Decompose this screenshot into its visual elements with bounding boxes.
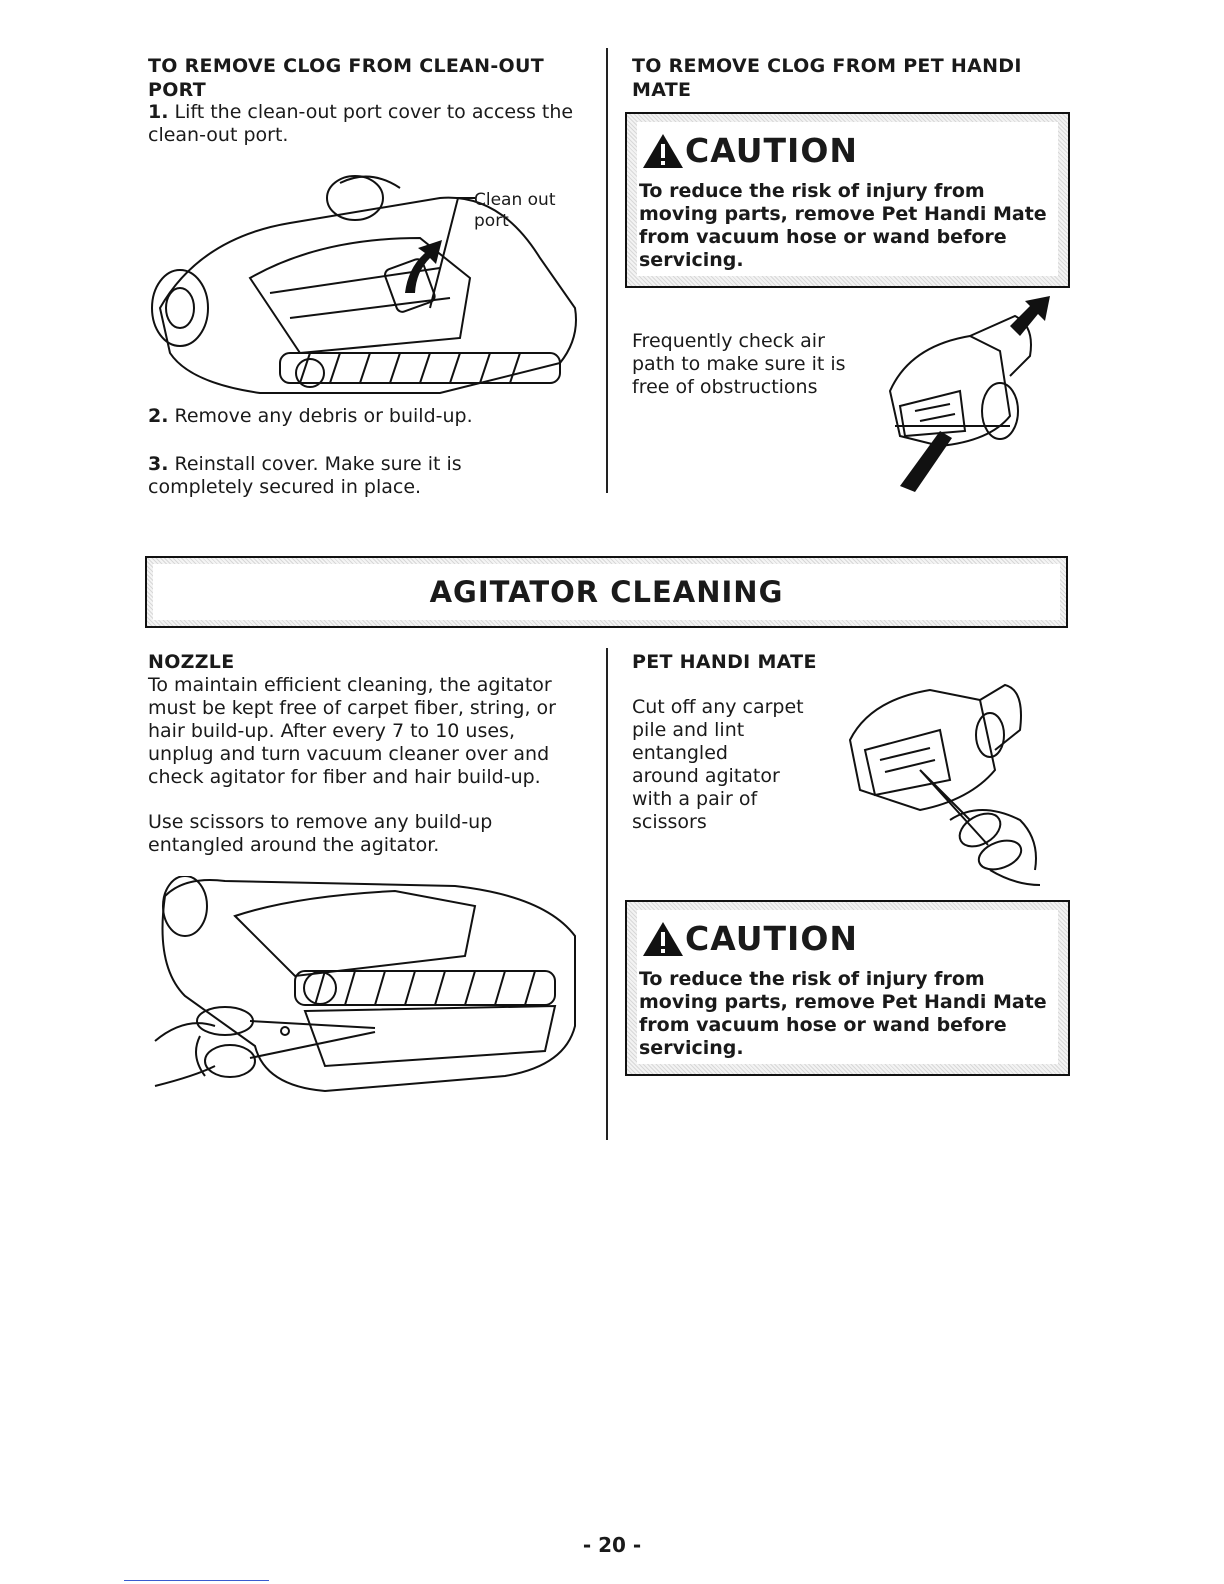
step-2: 2. Remove any debris or build-up.	[148, 405, 473, 427]
pet-handi-mate-air-path-illustration	[870, 296, 1060, 492]
warning-triangle-icon	[641, 132, 685, 170]
agitator-cleaning-title: AGITATOR CLEANING	[153, 564, 1060, 620]
footer-rule	[124, 1580, 269, 1581]
air-path-check-text: Frequently check air path to make sure it is free of obstructions	[632, 330, 846, 398]
step-3: 3. Reinstall cover. Make sure it is completely secured in place.	[148, 453, 462, 498]
caution-box-bottom	[625, 900, 1070, 1076]
agitator-cleaning-banner	[145, 556, 1068, 628]
nozzle-heading: NOZZLE	[148, 651, 235, 673]
caution-title: CAUTION	[685, 919, 858, 958]
step-1: 1. Lift the clean-out port cover to access the clean-out port.	[148, 101, 574, 146]
caution-header	[641, 132, 858, 170]
nozzle-agitator-scissors-illustration	[145, 876, 585, 1098]
pet-handi-mate-instructions: Cut off any carpet pile and lint entangled around agitator with a pair of scissors	[632, 696, 804, 833]
clean-out-port-callout: Clean out port	[474, 190, 556, 231]
clean-out-port-heading: TO REMOVE CLOG FROM CLEAN-OUT PORT	[148, 55, 544, 101]
pet-handi-mate-heading: PET HANDI MATE	[632, 651, 817, 673]
caution-text: To reduce the risk of injury from moving parts, remove Pet Handi Mate from vacuum hose or wand before servicing.	[639, 968, 1047, 1059]
caution-header	[641, 920, 858, 958]
warning-triangle-icon	[641, 920, 685, 958]
column-divider-top	[606, 48, 608, 493]
caution-text: To reduce the risk of injury from moving parts, remove Pet Handi Mate from vacuum hose or wand before servicing.	[639, 180, 1047, 271]
pet-handi-mate-scissors-illustration	[840, 660, 1050, 890]
pet-handi-mate-clog-heading: TO REMOVE CLOG FROM PET HANDI MATE	[632, 55, 1022, 101]
column-divider-bottom	[606, 648, 608, 1140]
caution-box-top	[625, 112, 1070, 288]
nozzle-paragraph-1: To maintain efficient cleaning, the agitator must be kept free of carpet fiber, string, or hair build-up. After every 7 to 10 uses, unplug and turn vacuum cleaner over and check agitator for fiber and hair build-up.	[148, 674, 556, 788]
nozzle-paragraph-2: Use scissors to remove any build-up entangled around the agitator.	[148, 811, 493, 856]
page-number: - 20 -	[582, 1533, 642, 1557]
caution-title: CAUTION	[685, 131, 858, 170]
